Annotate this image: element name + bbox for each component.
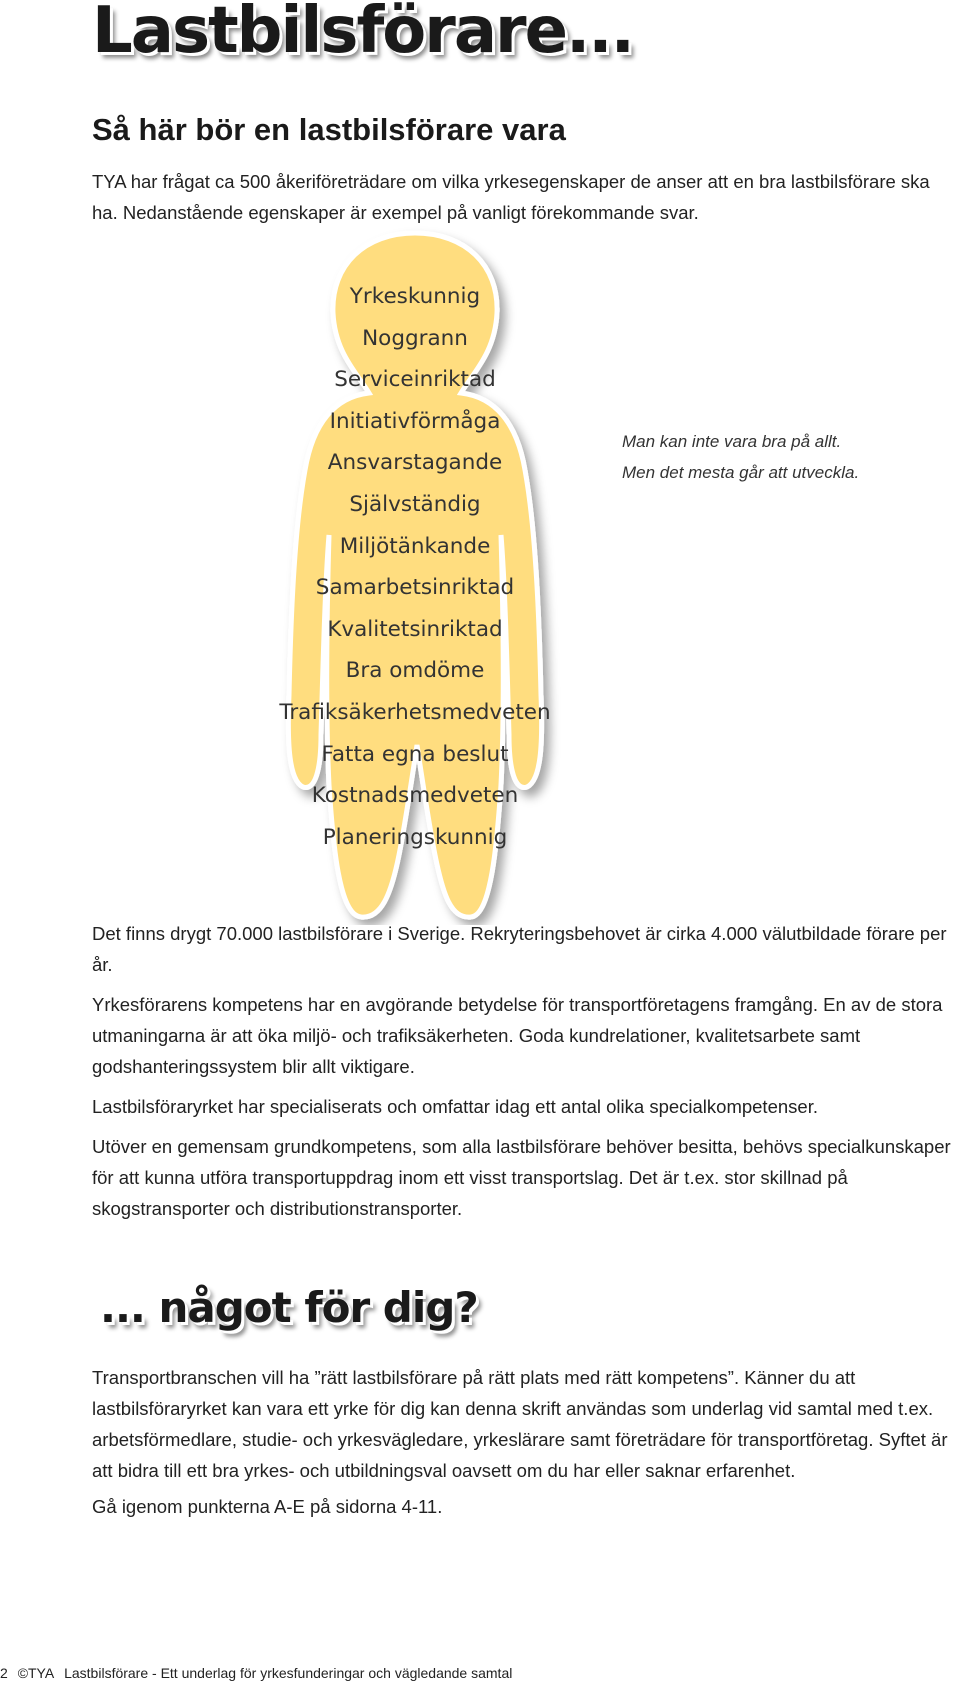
footer-copyright: ©TYA [17, 1665, 55, 1681]
trait-item: Bra omdöme [345, 658, 485, 684]
page-number: 2 [0, 1665, 8, 1681]
trait-item: Kvalitetsinriktad [327, 616, 503, 642]
body-paragraph: Yrkesförarens kompetens har en avgörande betydelse för transportföretagens framgång. En av de stora utmaningarna är att öka miljö- och trafiksäkerheten. Goda kundrelationer, kvalitetsarbete samt godshanteringssystem blir allt viktigare. [92, 994, 943, 1077]
trait-item: Trafiksäkerhetsmedveten [279, 699, 551, 725]
trait-item: Planeringskunnig [322, 824, 508, 850]
body-paragraph: Utöver en gemensam grundkompetens, som alla lastbilsförare behöver besitta, behövs specialkunskaper för att kunna utföra transportuppdrag inom ett visst transportslag. Det är t.ex. stor skillnad på skogstransporter och distributionstransporter. [92, 1136, 951, 1219]
trait-item: Miljötänkande [339, 533, 491, 559]
trait-item: Samarbetsinriktad [315, 575, 515, 601]
outro-paragraph: Transportbranschen vill ha ”rätt lastbilsförare på rätt plats med rätt kompetens”. Känner du att lastbilsföraryrket kan vara ett yrke för dig kan denna skrift användas som underlag vid samtal med t.ex. arbetsförmedlare, studie- och yrkesvägledare, yrkeslärare samt företrädare för transportföretag. Syftet är att bidra till ett bra yrkes- och utbildningsval oavsett om du har eller saknar erfarenhet. [92, 1367, 948, 1481]
trait-item: Kostnadsmedveten [311, 783, 519, 809]
page-title: Lastbilsförare... [92, 0, 633, 68]
side-note-line-1: Man kan inte vara bra på allt. [622, 432, 842, 451]
trait-item: Serviceinriktad [334, 367, 496, 393]
side-note-line-2: Men det mesta går att utveckla. [622, 463, 860, 482]
footer-doc-title: Lastbilsförare - Ett underlag för yrkesfunderingar och vägledande samtal [64, 1665, 513, 1681]
trait-item: Ansvarstagande [327, 450, 503, 476]
body-paragraph: Det finns drygt 70.000 lastbilsförare i Sverige. Rekryteringsbehovet är cirka 4.000 välutbildade förare per år. [92, 923, 947, 975]
trait-item: Fatta egna beslut [321, 741, 509, 767]
intro-paragraph: TYA har frågat ca 500 åkeriföreträdare om vilka yrkesegenskaper de anser att en bra lastbilsförare ska ha. Nedanstående egenskaper är exempel på vanligt förekommande svar. [92, 171, 930, 223]
section-subtitle: Så här bör en lastbilsförare vara [92, 112, 566, 147]
page-footer [0, 1665, 518, 1681]
body-text [92, 918, 958, 1233]
outro-text [92, 1362, 958, 1527]
trait-item: Initiativförmåga [329, 408, 501, 434]
section-heading: ... något för dig? [100, 1283, 478, 1332]
trait-item: Självständig [349, 491, 481, 517]
traits-list [245, 276, 585, 858]
trait-item: Noggrann [362, 325, 468, 351]
body-paragraph: Lastbilsföraryrket har specialiserats och omfattar idag ett antal olika specialkompetenser. [92, 1096, 818, 1117]
outro-paragraph: Gå igenom punkterna A-E på sidorna 4-11. [92, 1496, 443, 1517]
side-note [622, 426, 859, 488]
trait-item: Yrkeskunnig [349, 284, 481, 309]
